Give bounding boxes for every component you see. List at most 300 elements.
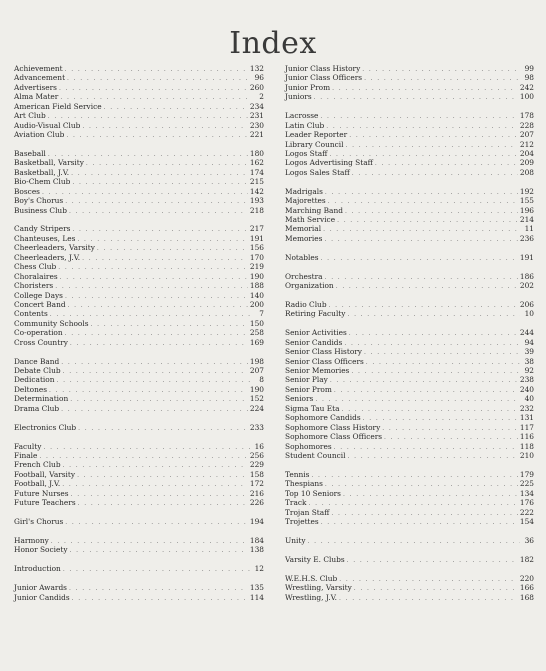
dot-leader xyxy=(62,480,248,489)
dot-leader xyxy=(321,518,518,527)
index-letter-group xyxy=(285,555,534,564)
index-entry-page: 170 xyxy=(249,252,264,262)
index-entry-page: 210 xyxy=(519,450,534,460)
dot-leader xyxy=(347,310,520,319)
dot-leader xyxy=(49,386,248,395)
dot-leader xyxy=(78,499,248,508)
index-entry xyxy=(14,291,264,300)
dot-leader xyxy=(325,480,518,489)
index-entry xyxy=(14,394,264,403)
dot-leader xyxy=(337,216,518,225)
dot-leader xyxy=(68,301,248,310)
index-entry-name: Baseball xyxy=(14,148,46,158)
index-entry-page: 222 xyxy=(519,507,534,517)
index-entry xyxy=(285,366,534,375)
index-entry-name: Choristers xyxy=(14,281,54,291)
index-entry-page: 134 xyxy=(519,488,534,498)
index-entry-page: 98 xyxy=(524,73,534,83)
index-entry-page: 191 xyxy=(519,252,534,262)
index-entry-page: 154 xyxy=(519,517,534,526)
index-entry-name: Harmony xyxy=(14,535,49,545)
index-entry xyxy=(14,498,264,507)
index-entry-name: Tennis xyxy=(285,469,310,479)
index-entry-name: Thespians xyxy=(285,479,323,489)
dot-leader xyxy=(67,74,250,83)
index-letter-group xyxy=(14,64,264,140)
index-entry-name: Junior Candids xyxy=(14,592,70,602)
dot-leader xyxy=(344,339,520,348)
index-entry-page: 7 xyxy=(259,309,264,319)
index-entry-page: 10 xyxy=(524,309,534,319)
index-entry-page: 192 xyxy=(519,186,534,196)
index-entry-name: Senior Play xyxy=(285,375,328,385)
index-entry xyxy=(14,583,264,592)
dot-leader xyxy=(347,556,518,565)
index-entry-name: Logos Advertising Staff xyxy=(285,158,373,168)
index-entry-name: Senior Activities xyxy=(285,328,347,338)
index-entry-name: Marching Band xyxy=(285,205,343,215)
index-entry-page: 260 xyxy=(249,82,264,92)
index-entry-name: Senior Candids xyxy=(285,337,343,347)
index-letter-group xyxy=(14,224,264,347)
index-entry-page: 244 xyxy=(519,328,534,338)
index-entry xyxy=(14,357,264,366)
index-entry-name: Boy's Chorus xyxy=(14,196,64,206)
index-entry-name: Cross Country xyxy=(14,337,68,347)
index-entry-name: Majorettes xyxy=(285,196,326,206)
index-entry-name: Art Club xyxy=(14,111,46,121)
dot-leader xyxy=(325,188,518,197)
index-entry-name: Wrestling, J.V. xyxy=(285,592,337,602)
dot-leader xyxy=(71,490,248,499)
index-entry-name: Sophomore Class Officers xyxy=(285,432,383,442)
dot-leader xyxy=(72,594,248,603)
index-entry-page: 191 xyxy=(249,233,264,243)
index-entry xyxy=(14,224,264,233)
dot-leader xyxy=(323,225,520,234)
index-entry-page: 204 xyxy=(519,148,534,158)
dot-leader xyxy=(343,490,518,499)
dot-leader xyxy=(71,169,248,178)
index-entry-name: Bio-Chem Club xyxy=(14,177,71,187)
dot-leader xyxy=(42,188,248,197)
index-entry xyxy=(14,489,264,498)
dot-leader xyxy=(354,584,518,593)
index-entry xyxy=(14,253,264,262)
dot-leader xyxy=(382,424,518,433)
index-entry-page: 172 xyxy=(249,479,264,489)
index-entry-page: 196 xyxy=(519,205,534,215)
index-entry-name: Orchestra xyxy=(285,271,323,281)
index-entry xyxy=(14,102,264,111)
index-entry-page: 202 xyxy=(519,281,534,291)
dot-leader xyxy=(58,263,248,272)
index-entry xyxy=(285,413,534,422)
index-entry xyxy=(285,517,534,526)
index-entry-page: 228 xyxy=(519,120,534,130)
index-entry-name: Sophomores xyxy=(285,441,332,451)
index-entry xyxy=(285,206,534,215)
dot-leader xyxy=(65,197,248,206)
index-entry-page: 256 xyxy=(249,450,264,460)
index-entry-page: 118 xyxy=(519,441,534,451)
dot-leader xyxy=(324,235,517,244)
index-entry xyxy=(14,243,264,252)
index-entry xyxy=(285,281,534,290)
index-entry xyxy=(14,168,264,177)
index-entry xyxy=(285,130,534,139)
index-entry-name: Dedication xyxy=(14,375,55,385)
dot-leader xyxy=(362,65,520,74)
dot-leader xyxy=(364,74,520,83)
index-entry-page: 38 xyxy=(524,356,534,366)
dot-leader xyxy=(77,471,248,480)
dot-leader xyxy=(308,537,521,546)
index-entry-page: 214 xyxy=(519,215,534,224)
index-letter-group xyxy=(14,423,264,432)
index-entry-name: Memories xyxy=(285,233,323,243)
index-entry xyxy=(285,64,534,73)
dot-leader xyxy=(82,122,248,131)
index-entry xyxy=(14,206,264,215)
index-entry-page: 150 xyxy=(249,318,264,328)
index-entry-name: Senior Class Officers xyxy=(285,356,364,366)
index-entry-page: 132 xyxy=(249,64,264,73)
index-entry xyxy=(285,272,534,281)
index-entry-name: Chanteuses, Les xyxy=(14,233,76,243)
index-entry-page: 12 xyxy=(254,564,264,574)
index-entry xyxy=(285,470,534,479)
index-entry-name: Co-operation xyxy=(14,328,63,338)
dot-leader xyxy=(349,131,518,140)
index-entry xyxy=(285,253,534,262)
index-entry-page: 217 xyxy=(249,224,264,234)
index-letter-group xyxy=(14,357,264,414)
index-entry-page: 174 xyxy=(249,167,264,177)
index-letter-group xyxy=(285,187,534,244)
index-entry-name: Logos Sales Staff xyxy=(285,167,350,177)
index-entry-page: 215 xyxy=(249,177,264,187)
dot-leader xyxy=(65,518,248,527)
index-entry-page: 158 xyxy=(249,469,264,479)
index-entry-page: 166 xyxy=(519,583,534,593)
index-entry-name: Logos Staff xyxy=(285,148,328,158)
index-entry xyxy=(285,224,534,233)
index-entry xyxy=(285,187,534,196)
dot-leader xyxy=(345,207,518,216)
index-entry-page: 2 xyxy=(259,92,264,102)
index-entry xyxy=(14,300,264,309)
index-entry xyxy=(285,394,534,403)
index-entry-page: 114 xyxy=(249,592,264,602)
index-entry-name: Girl's Chorus xyxy=(14,517,64,526)
index-entry xyxy=(285,168,534,177)
index-entry-page: 219 xyxy=(249,262,264,272)
index-entry xyxy=(285,357,534,366)
index-entry xyxy=(14,451,264,460)
index-letter-group xyxy=(14,517,264,526)
index-entry-name: Honor Society xyxy=(14,545,68,555)
index-entry xyxy=(14,262,264,271)
index-letter-group xyxy=(285,300,534,319)
index-entry-page: 117 xyxy=(519,422,534,432)
index-entry-name: Organization xyxy=(285,281,334,291)
index-entry-page: 162 xyxy=(249,158,264,168)
index-entry-name: Junior Class History xyxy=(285,64,361,73)
index-entry-name: Sophomore Class History xyxy=(285,422,381,432)
index-entry-page: 208 xyxy=(519,167,534,177)
index-entry xyxy=(14,564,264,573)
index-entry xyxy=(14,149,264,158)
index-entry xyxy=(14,83,264,92)
index-entry-page: 238 xyxy=(519,375,534,385)
index-entry xyxy=(285,158,534,167)
index-entry xyxy=(14,234,264,243)
dot-leader xyxy=(65,292,248,301)
dot-leader xyxy=(334,443,518,452)
dot-leader xyxy=(336,282,518,291)
dot-leader xyxy=(104,103,248,112)
index-entry-name: Sophomore Candids xyxy=(285,413,361,423)
index-entry xyxy=(14,545,264,554)
index-entry-page: 207 xyxy=(249,366,264,375)
index-entry-page: 220 xyxy=(519,573,534,583)
index-entry xyxy=(14,177,264,186)
index-entry-page: 92 xyxy=(524,366,534,375)
dot-leader xyxy=(63,461,248,470)
index-entry-page: 155 xyxy=(519,196,534,206)
index-entry xyxy=(14,121,264,130)
index-entry xyxy=(14,92,264,101)
index-entry-name: Basketball, Varsity xyxy=(14,158,84,168)
dot-leader xyxy=(66,131,248,140)
index-letter-group xyxy=(285,64,534,102)
index-entry xyxy=(285,83,534,92)
index-entry-name: Track xyxy=(285,498,307,508)
index-entry-page: 179 xyxy=(519,469,534,479)
index-entry-name: Seniors xyxy=(285,394,314,404)
index-letter-group xyxy=(285,574,534,602)
dot-leader xyxy=(346,141,518,150)
index-entry-name: Choralaires xyxy=(14,271,58,281)
dot-leader xyxy=(326,122,518,131)
dot-leader xyxy=(61,405,248,414)
dot-leader xyxy=(70,546,248,555)
index-entry xyxy=(285,196,534,205)
index-entry xyxy=(14,309,264,318)
index-entry-page: 131 xyxy=(519,413,534,423)
dot-leader xyxy=(325,273,518,282)
dot-leader xyxy=(363,414,518,423)
index-entry-page: 99 xyxy=(524,64,534,73)
index-entry xyxy=(285,442,534,451)
index-entry xyxy=(14,366,264,375)
index-entry-name: Unity xyxy=(285,535,306,545)
index-letter-group xyxy=(14,536,264,555)
dot-leader xyxy=(315,395,520,404)
dot-leader xyxy=(309,499,518,508)
index-entry-name: Determination xyxy=(14,394,69,404)
index-entry-name: Future Teachers xyxy=(14,498,76,508)
dot-leader xyxy=(330,376,518,385)
dot-leader xyxy=(332,84,518,93)
index-entry-name: Finale xyxy=(14,450,38,460)
index-entry-page: 39 xyxy=(524,347,534,357)
index-entry xyxy=(285,121,534,130)
dot-leader xyxy=(72,178,247,187)
index-entry-page: 242 xyxy=(519,82,534,92)
index-entry xyxy=(14,423,264,432)
index-column-left xyxy=(14,64,264,611)
index-entry xyxy=(285,574,534,583)
index-letter-group xyxy=(14,442,264,508)
index-entry xyxy=(14,536,264,545)
index-entry xyxy=(14,272,264,281)
index-entry-page: 116 xyxy=(519,432,534,442)
index-entry-name: Lacrosse xyxy=(285,111,319,121)
index-entry-page: 16 xyxy=(254,441,264,451)
dot-leader xyxy=(331,509,517,518)
index-letter-group xyxy=(285,253,534,262)
index-entry-page: 156 xyxy=(249,243,264,253)
index-entry-name: W.E.H.S. Club xyxy=(285,573,338,583)
index-entry xyxy=(285,385,534,394)
dot-leader xyxy=(82,254,248,263)
index-entry-name: Junior Class Officers xyxy=(285,73,363,83)
dot-leader xyxy=(77,235,247,244)
index-entry-name: Deltones xyxy=(14,384,48,394)
index-entry-page: 140 xyxy=(249,290,264,300)
dot-leader xyxy=(56,376,250,385)
dot-leader xyxy=(375,159,518,168)
dot-leader xyxy=(51,537,248,546)
index-letter-group xyxy=(14,583,264,602)
index-entry-page: 168 xyxy=(519,592,534,602)
index-entry xyxy=(285,328,534,337)
index-entry-name: Football, J.V. xyxy=(14,479,61,489)
index-entry-page: 186 xyxy=(519,271,534,281)
index-entry-page: 212 xyxy=(519,139,534,149)
index-entry-page: 182 xyxy=(519,554,534,564)
index-entry-name: Library Council xyxy=(285,139,344,149)
index-entry-page: 221 xyxy=(249,130,264,140)
dot-leader xyxy=(65,65,248,74)
index-entry-page: 135 xyxy=(249,583,264,593)
index-entry xyxy=(14,479,264,488)
index-entry-name: Dance Band xyxy=(14,356,60,366)
dot-leader xyxy=(55,282,248,291)
index-entry-name: Junior Awards xyxy=(14,583,67,593)
index-entry-name: Future Nurses xyxy=(14,488,69,498)
index-entry-name: Advancement xyxy=(14,73,66,83)
index-entry-page: 200 xyxy=(249,299,264,309)
index-entry-page: 100 xyxy=(519,92,534,102)
index-entry-page: 138 xyxy=(249,545,264,555)
index-entry-name: Wrestling, Varsity xyxy=(285,583,352,593)
index-entry xyxy=(14,593,264,602)
dot-leader xyxy=(364,348,520,357)
index-entry xyxy=(285,215,534,224)
dot-leader xyxy=(72,225,247,234)
index-entry-name: Senior Prom xyxy=(285,384,332,394)
index-entry-name: Candy Stripers xyxy=(14,224,71,234)
index-letter-group xyxy=(285,111,534,177)
index-entry-page: 233 xyxy=(249,422,264,432)
index-entry-name: Math Service xyxy=(285,215,336,224)
dot-leader xyxy=(329,301,518,310)
dot-leader xyxy=(352,169,518,178)
index-entry-name: Audio-Visual Club xyxy=(14,120,81,130)
dot-leader xyxy=(328,197,518,206)
index-entry xyxy=(14,338,264,347)
index-entry-page: 232 xyxy=(519,403,534,413)
index-entry-page: 207 xyxy=(519,130,534,140)
index-entry-page: 218 xyxy=(249,205,264,215)
index-entry xyxy=(285,347,534,356)
index-entry xyxy=(285,555,534,564)
index-entry-name: Top 10 Seniors xyxy=(285,488,341,498)
index-entry-page: 190 xyxy=(249,271,264,281)
index-entry-page: 224 xyxy=(249,403,264,413)
dot-leader xyxy=(69,207,248,216)
index-entry-name: Community Schools xyxy=(14,318,89,328)
index-entry-page: 11 xyxy=(524,224,534,234)
index-entry xyxy=(14,319,264,328)
index-entry xyxy=(285,375,534,384)
index-entry xyxy=(14,442,264,451)
index-entry-name: Memorial xyxy=(285,224,322,234)
index-entry-name: Bosces xyxy=(14,186,40,196)
index-entry-name: Advertisers xyxy=(14,82,57,92)
dot-leader xyxy=(342,405,518,414)
index-entry xyxy=(14,328,264,337)
dot-leader xyxy=(349,329,518,338)
index-entry xyxy=(14,460,264,469)
dot-leader xyxy=(339,575,518,584)
index-entry-page: 229 xyxy=(249,460,264,470)
index-entry-name: American Field Service xyxy=(14,101,102,111)
index-entry xyxy=(285,111,534,120)
index-entry-page: 96 xyxy=(254,73,264,83)
dot-leader xyxy=(311,471,517,480)
index-entry-name: Aviation Club xyxy=(14,130,65,140)
dot-leader xyxy=(63,565,250,574)
index-entry xyxy=(285,508,534,517)
index-column-right xyxy=(285,64,534,611)
index-entry-page: 194 xyxy=(249,517,264,526)
index-entry xyxy=(285,423,534,432)
dot-leader xyxy=(351,367,520,376)
index-entry xyxy=(285,489,534,498)
index-entry-name: Introduction xyxy=(14,564,61,574)
index-entry-page: 94 xyxy=(524,337,534,347)
index-entry-page: 180 xyxy=(249,148,264,158)
index-entry-page: 142 xyxy=(249,186,264,196)
index-entry-name: Football, Varsity xyxy=(14,469,76,479)
dot-leader xyxy=(86,159,248,168)
index-entry xyxy=(14,404,264,413)
index-entry-page: 40 xyxy=(524,394,534,404)
index-entry xyxy=(14,73,264,82)
index-entry-page: 176 xyxy=(519,498,534,508)
dot-leader xyxy=(39,452,247,461)
index-entry-page: 152 xyxy=(249,394,264,404)
index-entry-name: Sigma Tau Eta xyxy=(285,403,340,413)
dot-leader xyxy=(97,244,248,253)
dot-leader xyxy=(321,254,518,263)
index-entry-page: 190 xyxy=(249,384,264,394)
dot-leader xyxy=(366,358,520,367)
